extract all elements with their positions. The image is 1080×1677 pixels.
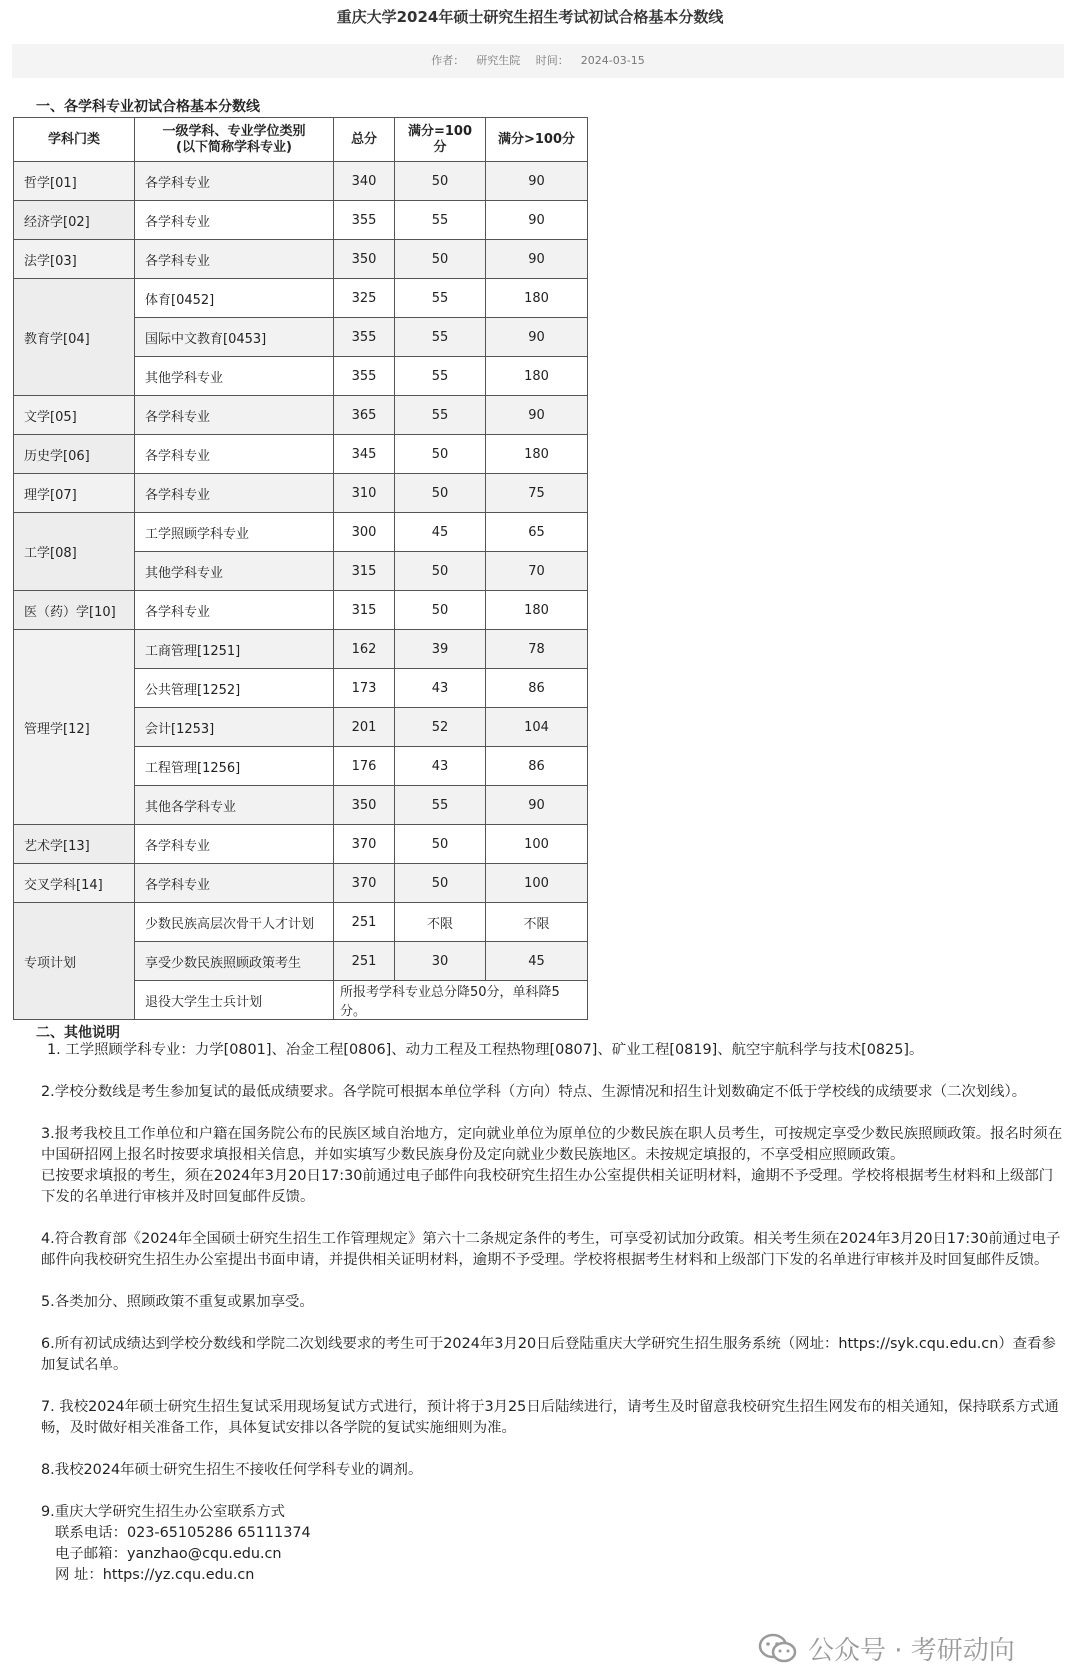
table-row <box>14 435 588 474</box>
cell-discipline: 其他学科专业 <box>135 357 334 396</box>
cell-full100: 50 <box>395 825 486 864</box>
cell-category: 医（药）学[10] <box>14 591 135 630</box>
cell-discipline: 体育[0452] <box>135 279 334 318</box>
table-row <box>14 474 588 513</box>
cell-over100: 78 <box>486 630 588 669</box>
cell-category: 理学[07] <box>14 474 135 513</box>
table-row <box>14 630 588 669</box>
cell-discipline: 其他各学科专业 <box>135 786 334 825</box>
cell-over100: 90 <box>486 201 588 240</box>
cell-total: 365 <box>334 396 395 435</box>
article-meta <box>12 44 1064 78</box>
cell-over100: 90 <box>486 318 588 357</box>
contact-web: 网 址：https://yz.cqu.edu.cn <box>55 1567 255 1583</box>
cell-total: 173 <box>334 669 395 708</box>
cell-full100: 55 <box>395 786 486 825</box>
cell-over100: 90 <box>486 162 588 201</box>
cell-full100: 55 <box>395 201 486 240</box>
cell-total: 251 <box>334 903 395 942</box>
cell-over100: 104 <box>486 708 588 747</box>
cell-category: 交叉学科[14] <box>14 864 135 903</box>
cell-category: 教育学[04] <box>14 279 135 396</box>
cell-over100: 90 <box>486 396 588 435</box>
cell-discipline: 各学科专业 <box>135 396 334 435</box>
cell-discipline: 公共管理[1252] <box>135 669 334 708</box>
cell-over100: 180 <box>486 279 588 318</box>
cell-full100: 50 <box>395 435 486 474</box>
cell-discipline: 国际中文教育[0453] <box>135 318 334 357</box>
cell-total: 315 <box>334 552 395 591</box>
cell-total: 345 <box>334 435 395 474</box>
table-row <box>14 201 588 240</box>
cell-over100: 90 <box>486 786 588 825</box>
cell-over100: 180 <box>486 591 588 630</box>
watermark <box>758 1630 1015 1667</box>
cell-full100: 43 <box>395 747 486 786</box>
cell-total: 251 <box>334 942 395 981</box>
cell-discipline: 各学科专业 <box>135 825 334 864</box>
cell-discipline: 享受少数民族照顾政策考生 <box>135 942 334 981</box>
cell-full100: 55 <box>395 396 486 435</box>
page-title: 重庆大学2024年硕士研究生招生考试初试合格基本分数线 <box>336 8 724 26</box>
wechat-icon <box>758 1633 798 1665</box>
watermark-text: 公众号 · 考研动向 <box>808 1636 1015 1666</box>
cell-full100: 52 <box>395 708 486 747</box>
cell-category: 管理学[12] <box>14 630 135 825</box>
cell-full100: 43 <box>395 669 486 708</box>
cell-full100: 55 <box>395 318 486 357</box>
cell-discipline: 其他学科专业 <box>135 552 334 591</box>
section-heading-2: 二、其他说明 <box>36 1025 120 1041</box>
note-6: 6.所有初试成绩达到学校分数线和学院二次划线要求的考生可于2024年3月20日后登陆重庆大学研究生招生服务系统（网址：https://syk.cqu.edu.cn）查看参加复试名单。 <box>41 1336 1056 1373</box>
note-7: 7. 我校2024年硕士研究生招生复试采用现场复试方式进行，预计将于3月25日后陆续进行，请考生及时留意我校研究生招生网发布的相关通知，保持联系方式通畅，及时做好相关准备工作，具体复试安排以各学院的复试实施细则为准。 <box>41 1399 1059 1436</box>
cell-discipline: 工程管理[1256] <box>135 747 334 786</box>
author-label: 作者： <box>431 54 465 67</box>
cell-category: 工学[08] <box>14 513 135 591</box>
cell-over100: 75 <box>486 474 588 513</box>
cell-discipline: 各学科专业 <box>135 162 334 201</box>
cell-full100: 50 <box>395 552 486 591</box>
note-1: 1. 工学照顾学科专业：力学[0801]、冶金工程[0806]、动力工程及工程热物理[0807]、矿业工程[0819]、航空宇航科学与技术[0825]。 <box>47 1042 924 1058</box>
cell-full100: 50 <box>395 591 486 630</box>
cell-discipline: 少数民族高层次骨干人才计划 <box>135 903 334 942</box>
header-discipline: 一级学科、专业学位类别 (以下简称学科专业) <box>135 118 334 162</box>
cell-discipline: 各学科专业 <box>135 474 334 513</box>
cell-total: 315 <box>334 591 395 630</box>
cell-category: 法学[03] <box>14 240 135 279</box>
table-row <box>14 240 588 279</box>
author: 研究生院 <box>476 54 521 67</box>
cell-category: 艺术学[13] <box>14 825 135 864</box>
header-category: 学科门类 <box>14 118 135 162</box>
cell-discipline: 各学科专业 <box>135 201 334 240</box>
header-over100: 满分>100分 <box>486 118 588 162</box>
cell-total: 350 <box>334 240 395 279</box>
cell-discipline: 各学科专业 <box>135 864 334 903</box>
cell-full100: 45 <box>395 513 486 552</box>
cell-discipline: 各学科专业 <box>135 591 334 630</box>
cell-over100: 180 <box>486 357 588 396</box>
cell-total: 201 <box>334 708 395 747</box>
note-9: 9.重庆大学研究生招生办公室联系方式 <box>41 1504 285 1520</box>
note-3b: 已按要求填报的考生，须在2024年3月20日17:30前通过电子邮件向我校研究生招生办公室提供相关证明材料，逾期不予受理。学校将根据考生材料和上级部门下发的名单进行审核并及时回复邮件反馈。 <box>41 1168 1054 1205</box>
cell-category: 文学[05] <box>14 396 135 435</box>
cell-discipline: 工学照顾学科专业 <box>135 513 334 552</box>
table-row <box>14 162 588 201</box>
cell-full100: 39 <box>395 630 486 669</box>
table-row <box>14 513 588 552</box>
cell-over100: 45 <box>486 942 588 981</box>
cell-category: 专项计划 <box>14 903 135 1020</box>
cell-full100: 50 <box>395 162 486 201</box>
cell-discipline: 各学科专业 <box>135 435 334 474</box>
time-label: 时间： <box>535 54 569 67</box>
cell-full100: 50 <box>395 864 486 903</box>
cell-total: 162 <box>334 630 395 669</box>
table-row <box>14 396 588 435</box>
note-5: 5.各类加分、照顾政策不重复或累加享受。 <box>41 1294 314 1310</box>
contact-phone: 联系电话：023-65105286 65111374 <box>55 1525 311 1541</box>
cell-total: 325 <box>334 279 395 318</box>
cell-total: 355 <box>334 318 395 357</box>
cell-full100: 不限 <box>395 903 486 942</box>
cell-full100: 50 <box>395 474 486 513</box>
cell-total: 340 <box>334 162 395 201</box>
note-8: 8.我校2024年硕士研究生招生不接收任何学科专业的调剂。 <box>41 1462 423 1478</box>
cell-full100: 50 <box>395 240 486 279</box>
table-row <box>14 279 588 318</box>
cell-total: 350 <box>334 786 395 825</box>
cell-over100: 180 <box>486 435 588 474</box>
cell-over100: 90 <box>486 240 588 279</box>
cell-category: 哲学[01] <box>14 162 135 201</box>
table-row <box>14 903 588 942</box>
cell-over100: 70 <box>486 552 588 591</box>
cell-full100: 55 <box>395 279 486 318</box>
cell-total: 370 <box>334 864 395 903</box>
cell-total: 355 <box>334 201 395 240</box>
cell-over100: 86 <box>486 747 588 786</box>
cell-over100: 100 <box>486 864 588 903</box>
contact-email: 电子邮箱：yanzhao@cqu.edu.cn <box>55 1546 282 1562</box>
table-row <box>14 591 588 630</box>
cell-over100: 100 <box>486 825 588 864</box>
table-row <box>14 864 588 903</box>
publish-time: 2024-03-15 <box>580 54 645 67</box>
cell-total: 370 <box>334 825 395 864</box>
cell-category: 历史学[06] <box>14 435 135 474</box>
cell-note: 所报考学科专业总分降50分，单科降5分。 <box>334 981 588 1020</box>
header-total: 总分 <box>334 118 395 162</box>
cell-total: 310 <box>334 474 395 513</box>
cell-over100: 不限 <box>486 903 588 942</box>
cell-discipline: 会计[1253] <box>135 708 334 747</box>
cell-over100: 65 <box>486 513 588 552</box>
cell-over100: 86 <box>486 669 588 708</box>
score-table <box>13 117 588 1020</box>
cell-discipline: 工商管理[1251] <box>135 630 334 669</box>
notes <box>13 1040 1065 1586</box>
header-full100: 满分=100分 <box>395 118 486 162</box>
cell-discipline: 各学科专业 <box>135 240 334 279</box>
cell-discipline: 退役大学生士兵计划 <box>135 981 334 1020</box>
cell-category: 经济学[02] <box>14 201 135 240</box>
section-heading-1: 一、各学科专业初试合格基本分数线 <box>36 99 260 115</box>
cell-total: 355 <box>334 357 395 396</box>
note-2: 2.学校分数线是考生参加复试的最低成绩要求。各学院可根据本单位学科（方向）特点、生源情况和招生计划数确定不低于学校线的成绩要求（二次划线）。 <box>41 1084 1027 1100</box>
cell-total: 300 <box>334 513 395 552</box>
table-row <box>14 825 588 864</box>
note-4: 4.符合教育部《2024年全国硕士研究生招生工作管理规定》第六十二条规定条件的考生，可享受初试加分政策。相关考生须在2024年3月20日17:30前通过电子邮件向我校研究生招生办公室提出书面申请，并提供相关证明材料，逾期不予受理。学校将根据考生材料和上级部门下发的名单进行审核并及时回复邮件反馈。 <box>41 1231 1061 1268</box>
cell-total: 176 <box>334 747 395 786</box>
note-3: 3.报考我校且工作单位和户籍在国务院公布的民族区域自治地方，定向就业单位为原单位的少数民族在职人员考生，可按规定享受少数民族照顾政策。报名时须在中国研招网上报名时按要求填报相关信息，并如实填写少数民族身份及定向就业少数民族地区。未按规定填报的，不享受相应照顾政策。 <box>41 1126 1063 1163</box>
cell-full100: 55 <box>395 357 486 396</box>
cell-full100: 30 <box>395 942 486 981</box>
